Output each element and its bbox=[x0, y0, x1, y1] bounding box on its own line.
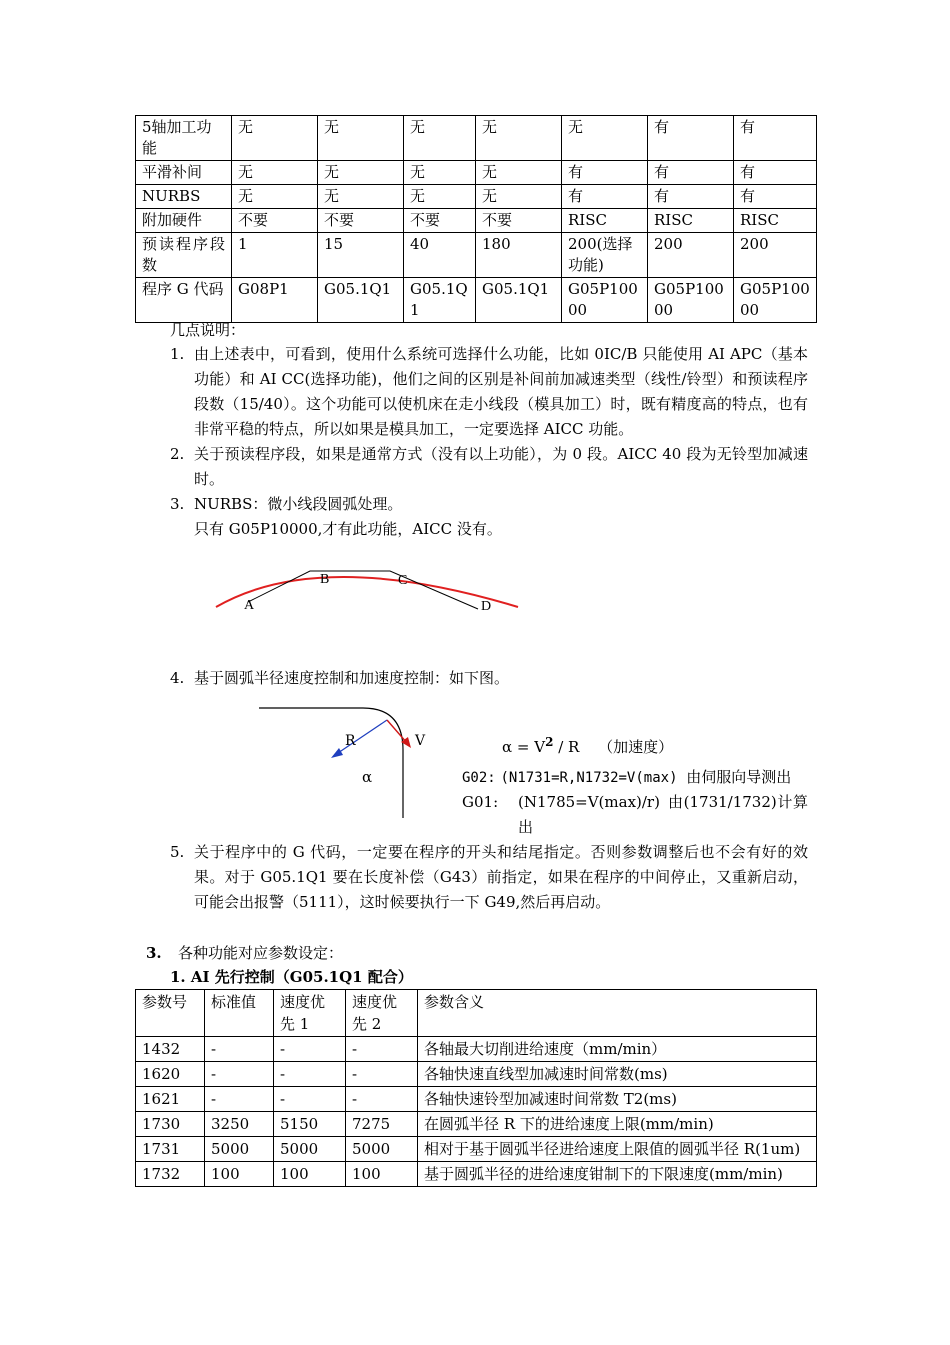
compare-cell: 无 bbox=[476, 161, 562, 185]
parameter-cell: - bbox=[274, 1062, 346, 1087]
parameter-table-head bbox=[136, 990, 817, 1037]
parameter-cell: 5150 bbox=[274, 1112, 346, 1137]
compare-cell: 无 bbox=[232, 116, 318, 161]
point-d-label: D bbox=[481, 599, 492, 614]
compare-cell: 无 bbox=[476, 116, 562, 161]
parameter-cell: 5000 bbox=[205, 1137, 274, 1162]
parameter-cell: 3250 bbox=[205, 1112, 274, 1137]
parameter-cell: 100 bbox=[205, 1162, 274, 1187]
compare-cell: 无 bbox=[476, 185, 562, 209]
compare-cell: G05.1Q1 bbox=[476, 278, 562, 323]
parameter-header-cell: 参数号 bbox=[136, 990, 205, 1037]
radius-arrowhead bbox=[331, 748, 343, 758]
note-4-text: 基于圆弧半径速度控制和加速度控制：如下图。 bbox=[194, 669, 510, 687]
compare-cell: 有 bbox=[734, 161, 817, 185]
section3-title: 各种功能对应参数设定： bbox=[178, 944, 344, 962]
compare-cell: 不要 bbox=[476, 209, 562, 233]
note-3-text: NURBS：微小线段圆弧处理。 bbox=[194, 495, 403, 513]
parameter-cell: - bbox=[346, 1087, 418, 1112]
compare-cell: 200(选择功能) bbox=[562, 233, 648, 278]
notes-heading: 几点说明： bbox=[170, 321, 246, 339]
function-compare-table bbox=[135, 115, 817, 323]
compare-cell: 无 bbox=[318, 161, 404, 185]
note-2-text: 关于预读程序段，如果是通常方式（没有以上功能），为 0 段。AICC 40 段为无铃型加减速时。 bbox=[194, 445, 808, 488]
compare-cell: G05P10000 bbox=[648, 278, 734, 323]
compare-cell: 无 bbox=[232, 161, 318, 185]
note-4-number: 4. bbox=[170, 669, 185, 687]
compare-cell: G05.1Q1 bbox=[404, 278, 476, 323]
compare-row-label: 附加硬件 bbox=[136, 209, 232, 233]
parameter-cell: - bbox=[205, 1062, 274, 1087]
compare-row-label: 平滑补间 bbox=[136, 161, 232, 185]
compare-cell: 无 bbox=[404, 185, 476, 209]
radius-arrow bbox=[335, 720, 387, 755]
compare-cell: 有 bbox=[648, 185, 734, 209]
parameter-cell: 1730 bbox=[136, 1112, 205, 1137]
compare-row bbox=[136, 185, 817, 209]
compare-row bbox=[136, 116, 817, 161]
parameter-cell: 100 bbox=[346, 1162, 418, 1187]
compare-cell: 无 bbox=[318, 116, 404, 161]
point-a-label: A bbox=[244, 598, 255, 613]
compare-cell: G05P10000 bbox=[562, 278, 648, 323]
parameter-meaning: 相对于基于圆弧半径进给速度上限值的圆弧半径 R(1um) bbox=[418, 1137, 817, 1162]
parameter-cell: 7275 bbox=[346, 1112, 418, 1137]
compare-cell: RISC bbox=[648, 209, 734, 233]
g02-desc: 由伺服向导测出 bbox=[686, 768, 792, 786]
compare-cell: 无 bbox=[318, 185, 404, 209]
g01-desc: 由(1731/1732)计算出 bbox=[518, 793, 808, 836]
compare-cell: 有 bbox=[734, 185, 817, 209]
compare-row bbox=[136, 209, 817, 233]
compare-cell: 有 bbox=[562, 161, 648, 185]
velocity-label: V bbox=[415, 733, 426, 749]
compare-cell: 不要 bbox=[232, 209, 318, 233]
parameter-cell: 1731 bbox=[136, 1137, 205, 1162]
parameter-table bbox=[135, 989, 817, 1187]
note-2-number: 2. bbox=[170, 445, 185, 463]
note-3-number: 3. bbox=[170, 495, 185, 513]
parameter-cell: 1620 bbox=[136, 1062, 205, 1087]
parameter-cell: 1732 bbox=[136, 1162, 205, 1187]
parameter-cell: - bbox=[346, 1062, 418, 1087]
compare-cell: 40 bbox=[404, 233, 476, 278]
point-b-label: B bbox=[320, 572, 330, 587]
parameter-header-cell: 标准值 bbox=[205, 990, 274, 1037]
compare-cell: 有 bbox=[648, 161, 734, 185]
compare-cell: 不要 bbox=[318, 209, 404, 233]
parameter-cell: 5000 bbox=[346, 1137, 418, 1162]
parameter-cell: 5000 bbox=[274, 1137, 346, 1162]
compare-cell: 1 bbox=[232, 233, 318, 278]
compare-cell: 无 bbox=[562, 116, 648, 161]
radius-label: R bbox=[345, 733, 356, 749]
parameter-cell: - bbox=[205, 1037, 274, 1062]
g01-label: G01: bbox=[462, 793, 499, 811]
formula-right: / R bbox=[553, 738, 580, 756]
compare-row bbox=[136, 233, 817, 278]
parameter-header-row bbox=[136, 990, 817, 1037]
parameter-header-cell: 速度优先 2 bbox=[346, 990, 418, 1037]
compare-row-label: 预读程序段 数 bbox=[136, 233, 232, 278]
compare-cell: G05P10000 bbox=[734, 278, 817, 323]
compare-cell: 180 bbox=[476, 233, 562, 278]
alpha-label: α bbox=[362, 768, 373, 786]
note-5-number: 5. bbox=[170, 843, 185, 861]
parameter-row bbox=[136, 1037, 817, 1062]
note-1-number: 1. bbox=[170, 345, 185, 363]
parameter-meaning: 各轴最大切削进给速度（mm/min） bbox=[418, 1037, 817, 1062]
g02-line bbox=[462, 765, 791, 791]
parameter-header-cell: 速度优先 1 bbox=[274, 990, 346, 1037]
compare-cell: 200 bbox=[648, 233, 734, 278]
note-1-text: 由上述表中，可看到，使用什么系统可选择什么功能，比如 0IC/B 只能使用 AI APC（基本功能）和 AI CC(选择功能)，他们之间的区别是补间前加减速类型（线性/铃型）和预读程序段数（15/40）。这个功能可以使机床在走小线段（模具加工）时，既有精度高的特点，也有非常平稳的特点，所以如果是模具加工，一定要选择 AICC 功能。 bbox=[194, 345, 808, 438]
g01-code: (N1785=V(max)/r) bbox=[518, 793, 660, 811]
parameter-cell: 1621 bbox=[136, 1087, 205, 1112]
formula-note: （加速度） bbox=[598, 738, 674, 756]
parameter-meaning: 各轴快速直线型加减速时间常数(ms) bbox=[418, 1062, 817, 1087]
parameter-row bbox=[136, 1137, 817, 1162]
parameter-cell: - bbox=[346, 1037, 418, 1062]
compare-cell: 有 bbox=[648, 116, 734, 161]
compare-cell: G08P1 bbox=[232, 278, 318, 323]
parameter-row bbox=[136, 1112, 817, 1137]
compare-cell: 有 bbox=[734, 116, 817, 161]
arc-path bbox=[259, 708, 403, 818]
parameter-table-body bbox=[136, 1037, 817, 1187]
point-c-label: C bbox=[398, 573, 408, 588]
compare-cell: G05.1Q1 bbox=[318, 278, 404, 323]
parameter-row bbox=[136, 1062, 817, 1087]
function-compare-body bbox=[136, 116, 817, 323]
parameter-meaning: 各轴快速铃型加减速时间常数 T2(ms) bbox=[418, 1087, 817, 1112]
compare-cell: 无 bbox=[404, 116, 476, 161]
section3-subtitle: 1. AI 先行控制（G05.1Q1 配合） bbox=[170, 968, 413, 986]
parameter-meaning: 基于圆弧半径的进给速度钳制下的下限速度(mm/min) bbox=[418, 1162, 817, 1187]
acceleration-formula bbox=[502, 730, 673, 760]
compare-cell: RISC bbox=[562, 209, 648, 233]
compare-row-label: 程序 G 代码 bbox=[136, 278, 232, 323]
compare-row-label: 5轴加工功能 bbox=[136, 116, 232, 161]
g02-code: (N1731=R,N1732=V(max) bbox=[500, 770, 678, 786]
note-5-text: 关于程序中的 G 代码，一定要在程序的开头和结尾指定。否则参数调整后也不会有好的效果。对于 G05.1Q1 要在长度补偿（G43）前指定，如果在程序的中间停止，又重新启动，可能会出报警（5111），这时候要执行一下 G49,然后再启动。 bbox=[194, 843, 808, 911]
parameter-cell: - bbox=[274, 1087, 346, 1112]
section3-number: 3. bbox=[146, 944, 162, 962]
compare-cell: 不要 bbox=[404, 209, 476, 233]
parameter-row bbox=[136, 1087, 817, 1112]
note-3-subtext: 只有 G05P10000,才有此功能，AICC 没有。 bbox=[194, 520, 502, 538]
formula-superscript: 2 bbox=[545, 735, 554, 749]
parameter-cell: - bbox=[205, 1087, 274, 1112]
parameter-cell: - bbox=[274, 1037, 346, 1062]
compare-cell: 有 bbox=[562, 185, 648, 209]
parameter-cell: 100 bbox=[274, 1162, 346, 1187]
compare-cell: 无 bbox=[404, 161, 476, 185]
compare-cell: RISC bbox=[734, 209, 817, 233]
compare-cell: 15 bbox=[318, 233, 404, 278]
parameter-header-cell: 参数含义 bbox=[418, 990, 817, 1037]
g02-label: G02: bbox=[462, 770, 496, 786]
compare-cell: 200 bbox=[734, 233, 817, 278]
compare-row bbox=[136, 161, 817, 185]
compare-row bbox=[136, 278, 817, 323]
compare-cell: 无 bbox=[232, 185, 318, 209]
arc-speed-diagram bbox=[255, 700, 445, 820]
parameter-row bbox=[136, 1162, 817, 1187]
formula-left: α = V bbox=[502, 738, 546, 756]
parameter-meaning: 在圆弧半径 R 下的进给速度上限(mm/min) bbox=[418, 1112, 817, 1137]
parameter-cell: 1432 bbox=[136, 1037, 205, 1062]
compare-row-label: NURBS bbox=[136, 185, 232, 209]
nurbs-diagram bbox=[200, 555, 530, 625]
nurbs-smooth-curve bbox=[216, 577, 518, 607]
